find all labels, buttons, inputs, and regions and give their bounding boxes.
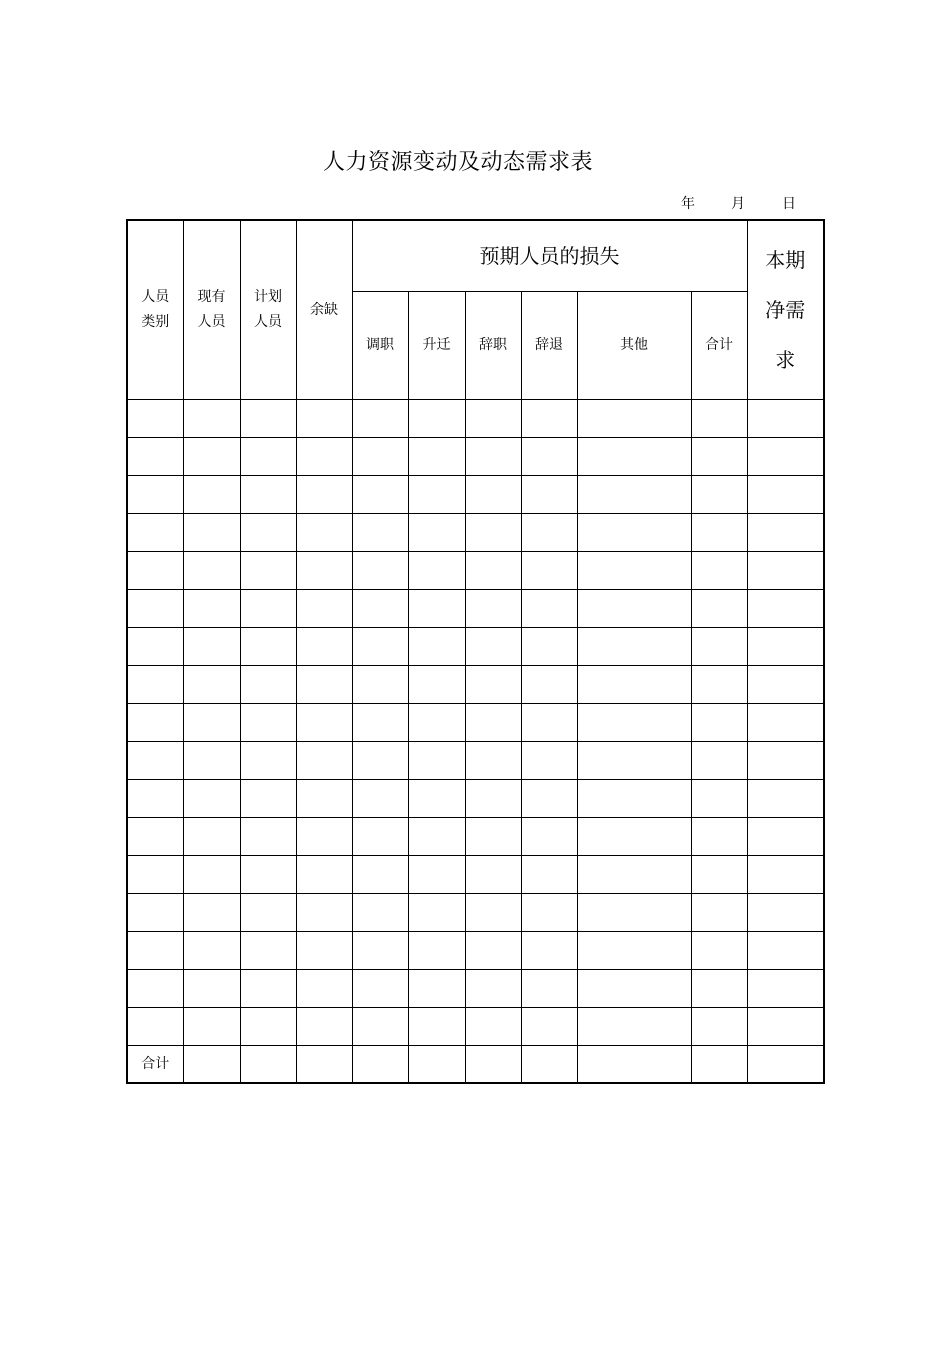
table-cell[interactable] [521, 893, 577, 931]
table-cell[interactable] [352, 399, 408, 437]
table-cell[interactable] [747, 437, 824, 475]
table-cell[interactable] [521, 437, 577, 475]
total-cell[interactable] [521, 1045, 577, 1083]
table-cell[interactable] [521, 475, 577, 513]
header-promotion: 升迁 [408, 291, 465, 399]
table-cell[interactable] [691, 627, 747, 665]
table-cell[interactable] [577, 741, 691, 779]
table-cell[interactable] [352, 589, 408, 627]
table-cell[interactable] [408, 475, 465, 513]
table-cell[interactable] [691, 779, 747, 817]
total-row [127, 1045, 824, 1083]
table-row [127, 779, 824, 817]
table-cell[interactable] [465, 779, 521, 817]
table-cell[interactable] [747, 589, 824, 627]
hr-demand-table [126, 219, 825, 1084]
row-category-cell[interactable] [127, 589, 183, 627]
table-cell[interactable] [408, 627, 465, 665]
table-cell[interactable] [465, 589, 521, 627]
table-cell[interactable] [240, 589, 296, 627]
row-category-cell[interactable] [127, 665, 183, 703]
table-cell[interactable] [577, 551, 691, 589]
table-cell[interactable] [296, 399, 352, 437]
table-cell[interactable] [691, 741, 747, 779]
row-category-cell[interactable] [127, 475, 183, 513]
table-cell[interactable] [747, 475, 824, 513]
table-cell[interactable] [577, 399, 691, 437]
table-cell[interactable] [465, 475, 521, 513]
table-cell[interactable] [183, 741, 240, 779]
table-cell[interactable] [240, 741, 296, 779]
table-cell[interactable] [521, 665, 577, 703]
table-cell[interactable] [577, 627, 691, 665]
table-cell[interactable] [465, 1007, 521, 1045]
table-cell[interactable] [691, 437, 747, 475]
table-cell[interactable] [577, 779, 691, 817]
table-cell[interactable] [465, 399, 521, 437]
row-category-cell[interactable] [127, 627, 183, 665]
row-category-cell[interactable] [127, 931, 183, 969]
header-net-demand-label: 本期 净需 求 [765, 247, 806, 372]
header-resignation: 辞职 [465, 291, 521, 399]
table-cell[interactable] [296, 703, 352, 741]
table-cell[interactable] [747, 551, 824, 589]
table-cell[interactable] [577, 589, 691, 627]
table-row [127, 437, 824, 475]
table-cell[interactable] [521, 931, 577, 969]
table-cell[interactable] [296, 741, 352, 779]
table-cell[interactable] [465, 817, 521, 855]
table-cell[interactable] [465, 741, 521, 779]
table-cell[interactable] [352, 969, 408, 1007]
table-cell[interactable] [296, 817, 352, 855]
table-cell[interactable] [240, 1007, 296, 1045]
table-cell[interactable] [408, 513, 465, 551]
header-other: 其他 [577, 291, 691, 399]
date-year-label: 年 [681, 196, 695, 212]
table-row [127, 703, 824, 741]
table-cell[interactable] [521, 1007, 577, 1045]
table-cell[interactable] [691, 817, 747, 855]
total-cell[interactable] [465, 1045, 521, 1083]
table-cell[interactable] [577, 893, 691, 931]
table-cell[interactable] [747, 665, 824, 703]
table-cell[interactable] [465, 665, 521, 703]
table-row [127, 741, 824, 779]
table-cell[interactable] [691, 475, 747, 513]
header-surplus: 余缺 [296, 220, 352, 399]
table-cell[interactable] [521, 817, 577, 855]
row-category-cell[interactable] [127, 779, 183, 817]
table-row [127, 551, 824, 589]
table-cell[interactable] [577, 437, 691, 475]
table-cell[interactable] [296, 931, 352, 969]
table-cell[interactable] [521, 703, 577, 741]
table-cell[interactable] [691, 931, 747, 969]
header-category [127, 220, 183, 399]
table-cell[interactable] [296, 437, 352, 475]
table-cell[interactable] [577, 1007, 691, 1045]
total-cell[interactable] [408, 1045, 465, 1083]
table-cell[interactable] [408, 817, 465, 855]
table-cell[interactable] [521, 855, 577, 893]
table-cell[interactable] [183, 1007, 240, 1045]
row-category-cell[interactable] [127, 741, 183, 779]
table-cell[interactable] [577, 513, 691, 551]
table-cell[interactable] [183, 513, 240, 551]
table-cell[interactable] [408, 1007, 465, 1045]
table-cell[interactable] [521, 513, 577, 551]
table-row [127, 399, 824, 437]
table-cell[interactable] [352, 513, 408, 551]
total-label: 合计 [127, 1045, 183, 1083]
table-cell[interactable] [352, 855, 408, 893]
table-cell[interactable] [183, 627, 240, 665]
table-row [127, 475, 824, 513]
header-category-label: 人员 类别 [141, 288, 170, 330]
table-cell[interactable] [352, 627, 408, 665]
table-row [127, 855, 824, 893]
table-cell[interactable] [240, 627, 296, 665]
table-cell[interactable] [240, 665, 296, 703]
row-category-cell[interactable] [127, 513, 183, 551]
table-cell[interactable] [521, 627, 577, 665]
table-cell[interactable] [352, 437, 408, 475]
table-cell[interactable] [352, 779, 408, 817]
table-cell[interactable] [408, 741, 465, 779]
table-cell[interactable] [577, 665, 691, 703]
table-cell[interactable] [691, 703, 747, 741]
table-cell[interactable] [240, 855, 296, 893]
row-category-cell[interactable] [127, 1007, 183, 1045]
table-cell[interactable] [747, 1007, 824, 1045]
table-row [127, 1007, 824, 1045]
table-cell[interactable] [465, 551, 521, 589]
table-cell[interactable] [408, 855, 465, 893]
table-cell[interactable] [465, 437, 521, 475]
table-cell[interactable] [183, 399, 240, 437]
total-cell[interactable] [747, 1045, 824, 1083]
table-cell[interactable] [408, 703, 465, 741]
table-row [127, 893, 824, 931]
table-cell[interactable] [183, 475, 240, 513]
table-cell[interactable] [240, 893, 296, 931]
table-cell[interactable] [240, 551, 296, 589]
header-loss-group: 预期人员的损失 [352, 220, 747, 291]
table-cell[interactable] [747, 703, 824, 741]
table-cell[interactable] [465, 893, 521, 931]
total-cell[interactable] [296, 1045, 352, 1083]
table-cell[interactable] [747, 627, 824, 665]
table-cell[interactable] [352, 665, 408, 703]
table-cell[interactable] [408, 779, 465, 817]
row-category-cell[interactable] [127, 551, 183, 589]
row-category-cell[interactable] [127, 703, 183, 741]
table-cell[interactable] [465, 513, 521, 551]
row-category-cell[interactable] [127, 817, 183, 855]
table-cell[interactable] [691, 551, 747, 589]
table-cell[interactable] [296, 513, 352, 551]
table-body [127, 399, 824, 1045]
table-cell[interactable] [408, 437, 465, 475]
table-cell[interactable] [183, 893, 240, 931]
table-cell[interactable] [240, 399, 296, 437]
table-cell[interactable] [465, 931, 521, 969]
table-cell[interactable] [747, 399, 824, 437]
table-cell[interactable] [408, 665, 465, 703]
row-category-cell[interactable] [127, 437, 183, 475]
table-cell[interactable] [240, 475, 296, 513]
table-cell[interactable] [747, 779, 824, 817]
header-planned [240, 220, 296, 399]
table-cell[interactable] [521, 589, 577, 627]
table-cell[interactable] [296, 627, 352, 665]
table-cell[interactable] [352, 741, 408, 779]
table-cell[interactable] [352, 931, 408, 969]
table-cell[interactable] [240, 931, 296, 969]
table-cell[interactable] [183, 855, 240, 893]
table-cell[interactable] [577, 969, 691, 1007]
table-cell[interactable] [577, 817, 691, 855]
table-cell[interactable] [296, 855, 352, 893]
header-row-top [127, 220, 824, 291]
table-row [127, 627, 824, 665]
table-cell[interactable] [691, 1007, 747, 1045]
table-cell[interactable] [408, 589, 465, 627]
table-cell[interactable] [240, 969, 296, 1007]
table-cell[interactable] [352, 893, 408, 931]
table-cell[interactable] [240, 703, 296, 741]
table-cell[interactable] [747, 969, 824, 1007]
table-cell[interactable] [296, 969, 352, 1007]
table-row [127, 513, 824, 551]
table-cell[interactable] [296, 1007, 352, 1045]
table-cell[interactable] [296, 893, 352, 931]
table-cell[interactable] [691, 855, 747, 893]
table-cell[interactable] [521, 779, 577, 817]
table-cell[interactable] [521, 399, 577, 437]
table-cell[interactable] [408, 969, 465, 1007]
table-row [127, 931, 824, 969]
table-cell[interactable] [747, 855, 824, 893]
row-category-cell[interactable] [127, 969, 183, 1007]
table-cell[interactable] [183, 969, 240, 1007]
table-cell[interactable] [465, 855, 521, 893]
table-cell[interactable] [296, 779, 352, 817]
table-cell[interactable] [296, 665, 352, 703]
table-cell[interactable] [183, 665, 240, 703]
total-cell[interactable] [691, 1045, 747, 1083]
header-loss-total: 合计 [691, 291, 747, 399]
total-cell[interactable] [240, 1045, 296, 1083]
table-row [127, 665, 824, 703]
total-cell[interactable] [577, 1045, 691, 1083]
table-cell[interactable] [408, 893, 465, 931]
table-cell[interactable] [183, 817, 240, 855]
table-cell[interactable] [296, 551, 352, 589]
table-cell[interactable] [521, 551, 577, 589]
total-cell[interactable] [183, 1045, 240, 1083]
table-cell[interactable] [296, 589, 352, 627]
row-category-cell[interactable] [127, 855, 183, 893]
table-cell[interactable] [183, 931, 240, 969]
header-current [183, 220, 240, 399]
table-cell[interactable] [352, 817, 408, 855]
table-cell[interactable] [521, 741, 577, 779]
table-cell[interactable] [577, 475, 691, 513]
header-current-label: 现有 人员 [197, 288, 226, 330]
table-cell[interactable] [240, 817, 296, 855]
table-cell[interactable] [183, 779, 240, 817]
table-row [127, 969, 824, 1007]
table-cell[interactable] [183, 551, 240, 589]
table-cell[interactable] [691, 399, 747, 437]
total-cell[interactable] [352, 1045, 408, 1083]
table-cell[interactable] [691, 969, 747, 1007]
table-cell[interactable] [352, 1007, 408, 1045]
table-cell[interactable] [183, 703, 240, 741]
table-cell[interactable] [747, 741, 824, 779]
table-cell[interactable] [183, 589, 240, 627]
table-row [127, 817, 824, 855]
table-cell[interactable] [747, 513, 824, 551]
row-category-cell[interactable] [127, 893, 183, 931]
table-cell[interactable] [240, 513, 296, 551]
table-cell[interactable] [183, 437, 240, 475]
header-net-demand [747, 220, 824, 399]
table-cell[interactable] [747, 931, 824, 969]
document-title: 人力资源变动及动态需求表 [322, 150, 593, 175]
table-cell[interactable] [352, 703, 408, 741]
header-transfer: 调职 [352, 291, 408, 399]
table-cell[interactable] [408, 931, 465, 969]
header-planned-label: 计划 人员 [254, 288, 282, 330]
table-cell[interactable] [240, 437, 296, 475]
date-month-label: 月 [731, 196, 745, 212]
table-cell[interactable] [352, 475, 408, 513]
date-day-label: 日 [782, 196, 796, 212]
table-cell[interactable] [408, 399, 465, 437]
table-cell[interactable] [240, 779, 296, 817]
table-cell[interactable] [691, 665, 747, 703]
table-cell[interactable] [691, 589, 747, 627]
table-cell[interactable] [465, 703, 521, 741]
table-cell[interactable] [747, 893, 824, 931]
table-cell[interactable] [352, 551, 408, 589]
table-cell[interactable] [577, 855, 691, 893]
table-row [127, 589, 824, 627]
table-cell[interactable] [521, 969, 577, 1007]
table-cell[interactable] [296, 475, 352, 513]
table-cell[interactable] [691, 513, 747, 551]
table-cell[interactable] [577, 931, 691, 969]
table-cell[interactable] [577, 703, 691, 741]
table-cell[interactable] [408, 551, 465, 589]
table-cell[interactable] [747, 817, 824, 855]
row-category-cell[interactable] [127, 399, 183, 437]
header-dismissal: 辞退 [521, 291, 577, 399]
table-cell[interactable] [465, 627, 521, 665]
table-cell[interactable] [465, 969, 521, 1007]
table-cell[interactable] [691, 893, 747, 931]
